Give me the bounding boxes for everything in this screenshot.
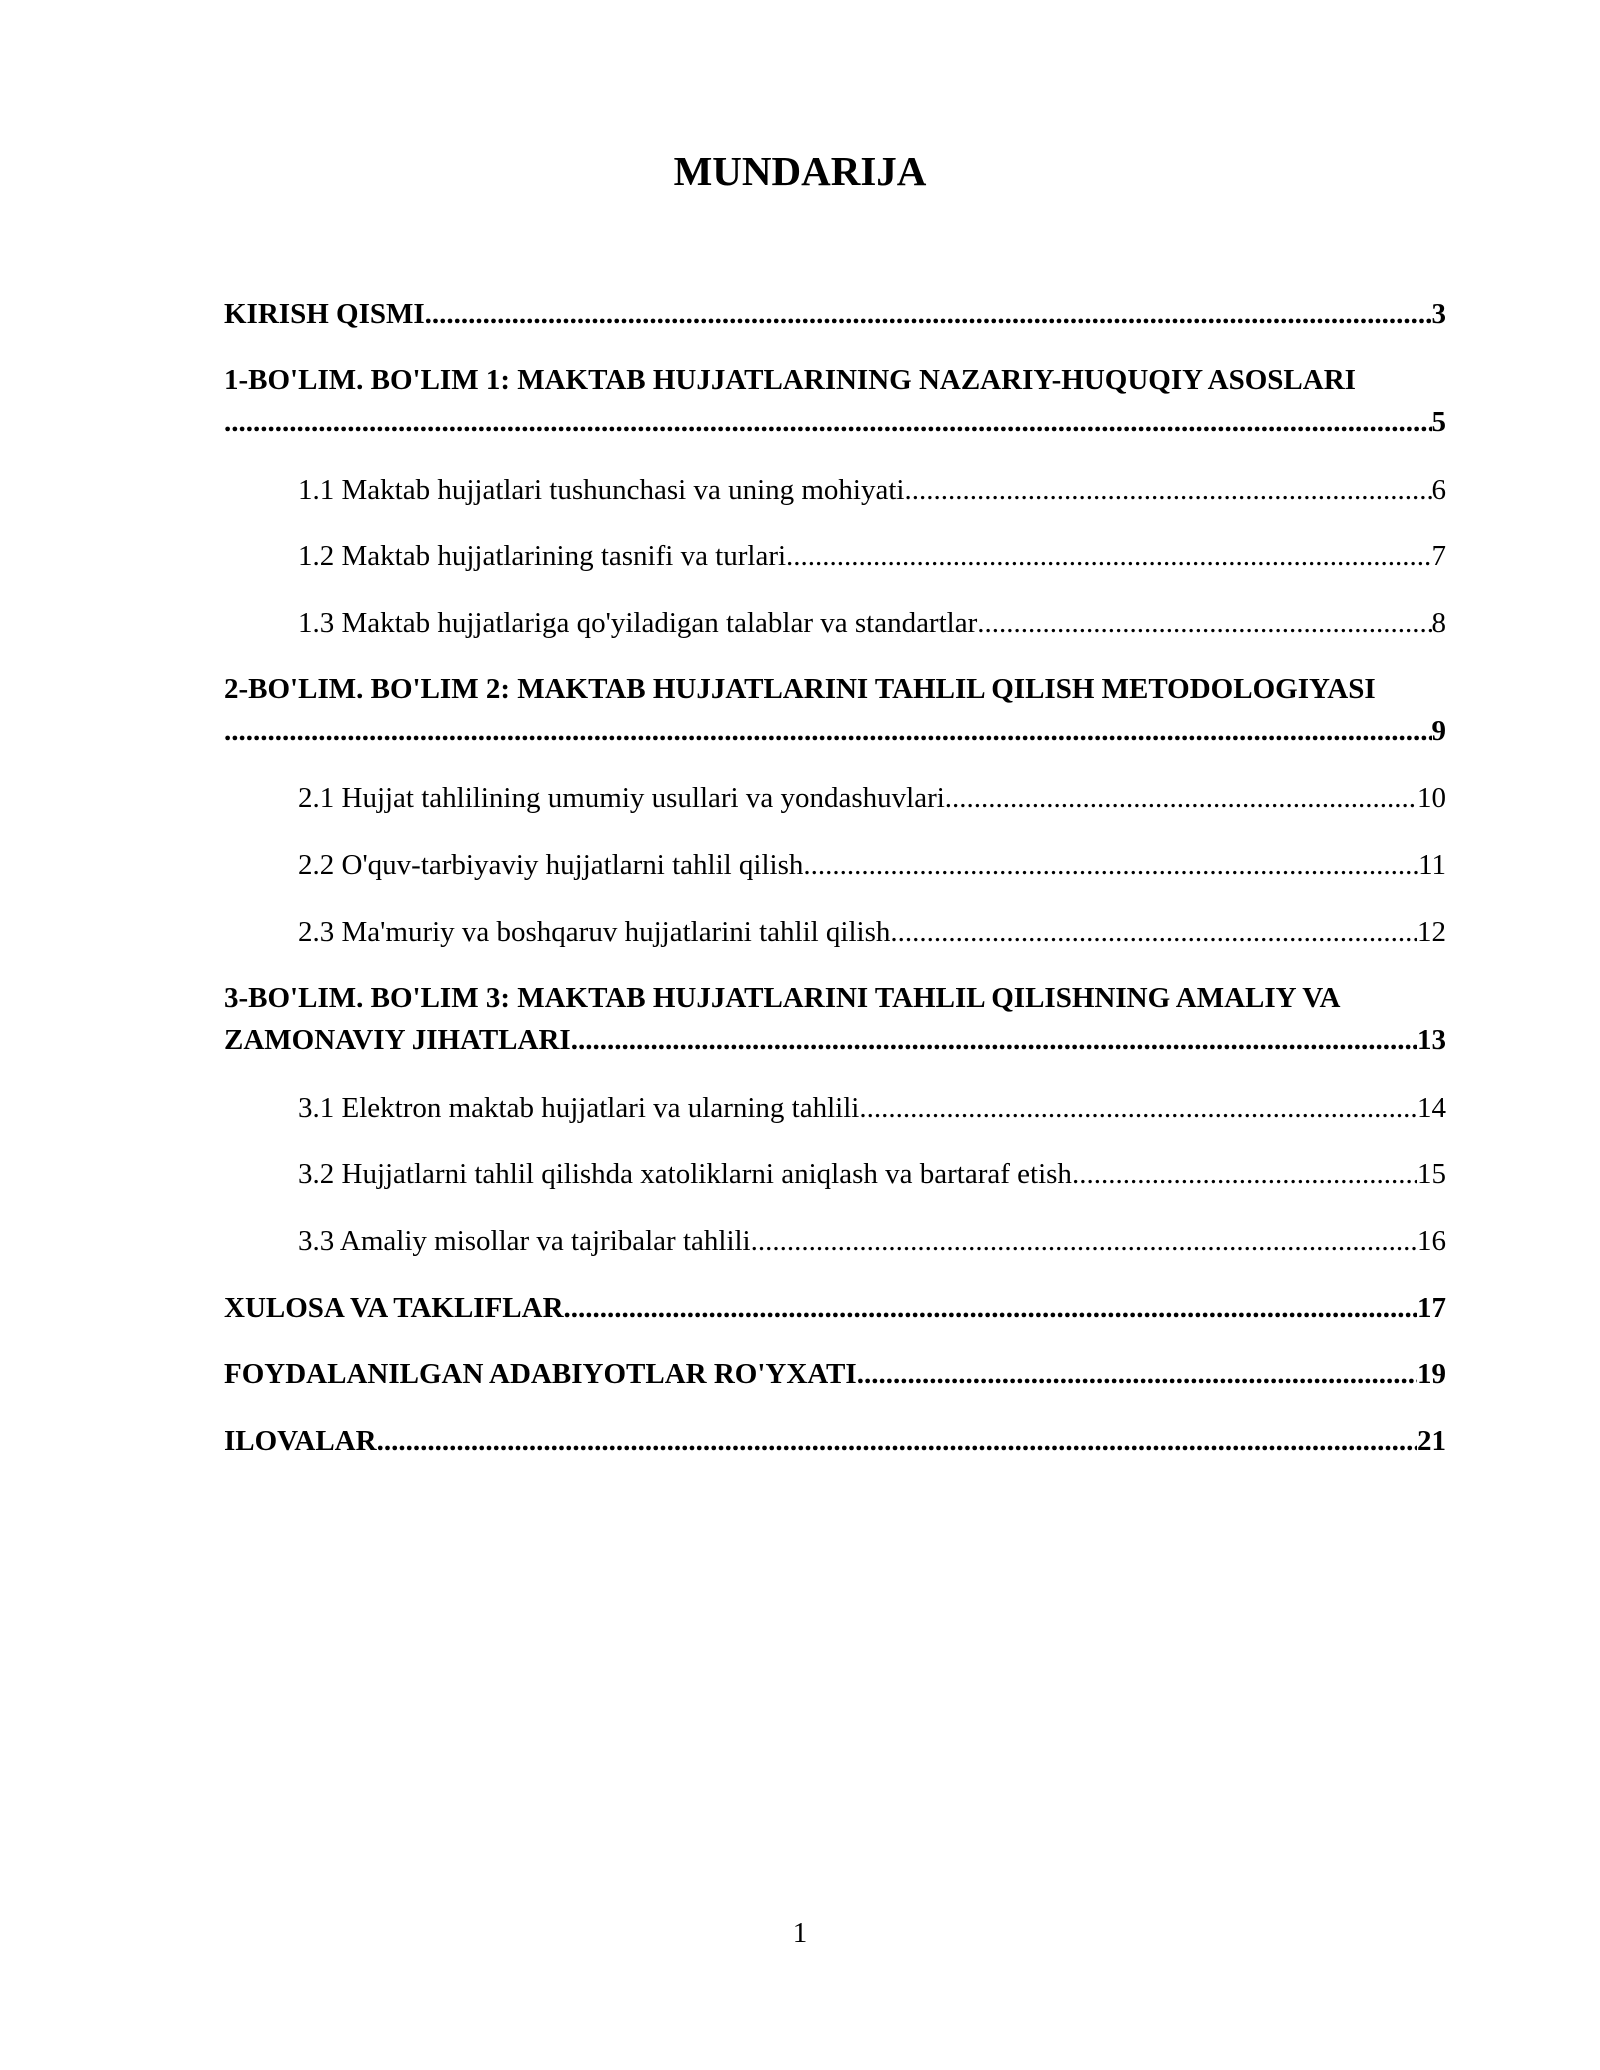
toc-entry-text: 1.1 Maktab hujjatlari tushunchasi va uning mohiyati [298, 474, 905, 506]
toc-page-number: 14 [1417, 1092, 1446, 1124]
page-title: MUNDARIJA [673, 148, 927, 194]
dot-leader [224, 710, 1432, 752]
dot-leader [904, 469, 1431, 511]
toc-page-number: 13 [1417, 1024, 1446, 1056]
toc-entry-text: 2-BO'LIM. BO'LIM 2: MAKTAB HUJJATLARINI TAHLIL QILISH METODOLOGIYASI [224, 673, 1376, 705]
dot-leader [425, 293, 1432, 335]
toc-page-number: 12 [1417, 916, 1446, 948]
toc-entry-text: 3-BO'LIM. BO'LIM 3: MAKTAB HUJJATLARINI TAHLIL QILISHNING AMALIY VA [224, 982, 1341, 1014]
dot-leader [859, 1087, 1417, 1129]
toc-entry-section-2[interactable] [224, 668, 1446, 752]
toc-entry-3-3[interactable] [298, 1220, 1446, 1262]
toc-entry-1-2[interactable] [298, 535, 1446, 577]
toc-entry-1-1[interactable] [298, 469, 1446, 511]
toc-entry-text: 3.3 Amaliy misollar va tajribalar tahlili [298, 1225, 751, 1257]
toc-entry-text: 1.3 Maktab hujjatlariga qo'yiladigan talablar va standartlar [298, 607, 978, 639]
toc-entry-text: 1-BO'LIM. BO'LIM 1: MAKTAB HUJJATLARINING NAZARIY-HUQUQIY ASOSLARI [224, 364, 1356, 396]
toc-page-number: 6 [1431, 474, 1446, 506]
toc-entry-text: FOYDALANILGAN ADABIYOTLAR RO'YXATI [224, 1358, 857, 1390]
toc-entry-text: ILOVALAR [224, 1425, 377, 1457]
toc-page-number: 19 [1417, 1358, 1446, 1390]
dot-leader [571, 1019, 1417, 1061]
dot-leader [857, 1353, 1417, 1395]
dot-leader [803, 844, 1418, 886]
toc-entry-3-2[interactable] [298, 1153, 1446, 1195]
toc-page-number: 16 [1417, 1225, 1446, 1257]
toc-entry-ilovalar[interactable] [224, 1420, 1446, 1462]
toc-entry-text: 2.1 Hujjat tahlilining umumiy usullari va yondashuvlari [298, 782, 945, 814]
toc-page-number: 17 [1417, 1292, 1446, 1324]
toc-page-number: 21 [1417, 1425, 1446, 1457]
toc-entry-1-3[interactable] [298, 602, 1446, 644]
toc-entry-text: 1.2 Maktab hujjatlarining tasnifi va turlari [298, 540, 787, 572]
dot-leader [890, 911, 1417, 953]
toc-entry-xulosa[interactable] [224, 1287, 1446, 1329]
toc-entry-3-1[interactable] [298, 1087, 1446, 1129]
dot-leader [224, 401, 1432, 443]
dot-leader [377, 1420, 1417, 1462]
page-number: 1 [792, 1917, 808, 1949]
dot-leader [751, 1220, 1417, 1262]
toc-entry-text: XULOSA VA TAKLIFLAR [224, 1292, 564, 1324]
toc-entry-section-1[interactable] [224, 359, 1446, 443]
toc-entry-text: 2.2 O'quv-tarbiyaviy hujjatlarni tahlil qilish [298, 849, 804, 881]
toc-entry-kirish[interactable] [224, 293, 1446, 335]
toc-page-number: 8 [1431, 607, 1446, 639]
dot-leader [564, 1287, 1417, 1329]
toc-page-number: 3 [1431, 298, 1446, 330]
toc-page-number: 15 [1417, 1158, 1446, 1190]
toc-entry-text: 3.1 Elektron maktab hujjatlari va ularning tahlili [298, 1092, 860, 1124]
dot-leader [977, 602, 1431, 644]
toc-page-number: 5 [1431, 406, 1446, 438]
toc-page-number: 9 [1431, 715, 1446, 747]
dot-leader [786, 535, 1431, 577]
toc-entry-text-continued: ZAMONAVIY JIHATLARI [224, 1024, 571, 1056]
toc-page-number: 11 [1418, 849, 1446, 881]
toc-entry-text: 2.3 Ma'muriy va boshqaruv hujjatlarini tahlil qilish [298, 916, 891, 948]
toc-entry-text: KIRISH QISMI [224, 298, 425, 330]
toc-entry-2-3[interactable] [298, 911, 1446, 953]
toc-entry-2-1[interactable] [298, 777, 1446, 819]
toc-entry-text: 3.2 Hujjatlarni tahlil qilishda xatoliklarni aniqlash va bartaraf etish [298, 1158, 1072, 1190]
toc-page-number: 10 [1417, 782, 1446, 814]
toc-entry-section-3[interactable] [224, 977, 1446, 1061]
toc-entry-2-2[interactable] [298, 844, 1446, 886]
toc-entry-adabiyotlar[interactable] [224, 1353, 1446, 1395]
dot-leader [1072, 1153, 1417, 1195]
toc-page-number: 7 [1431, 540, 1446, 572]
dot-leader [945, 777, 1417, 819]
